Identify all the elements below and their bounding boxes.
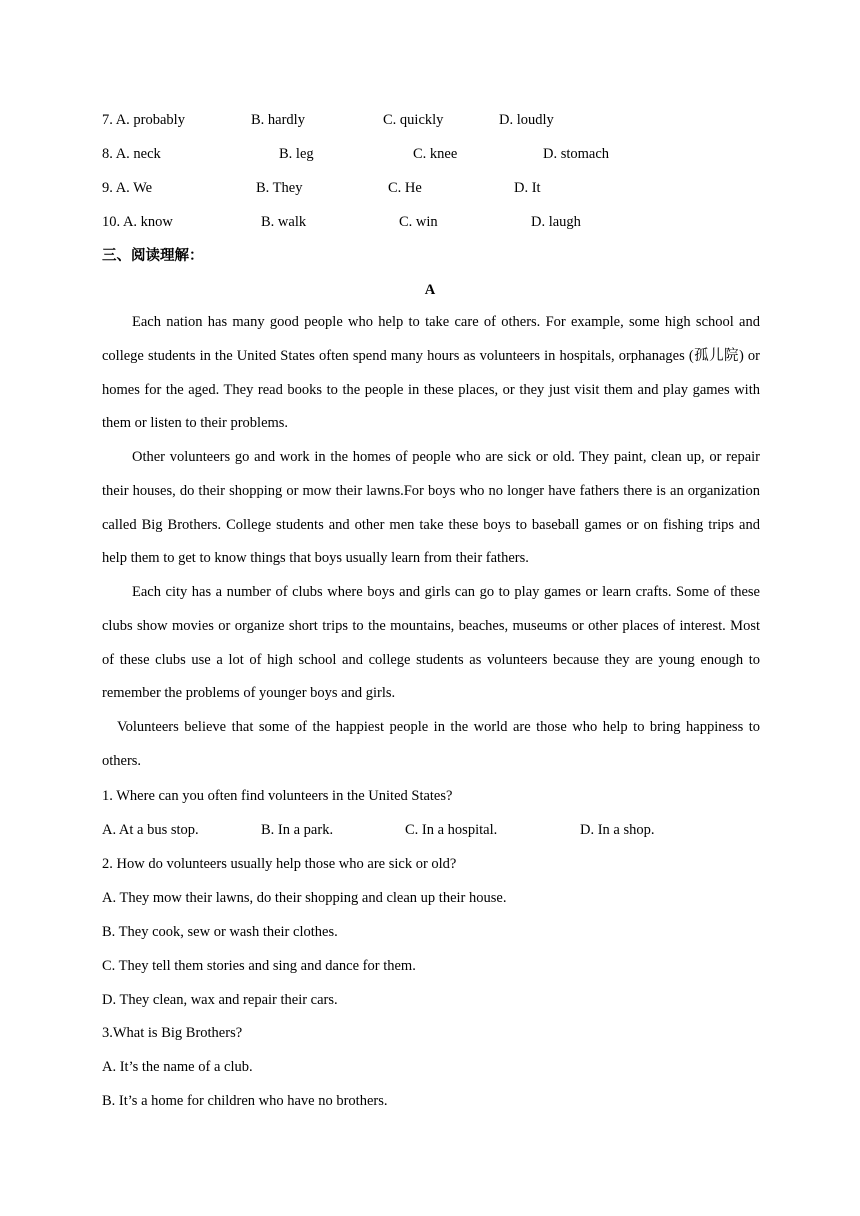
option-d: D. It <box>514 180 541 196</box>
option-c: C. win <box>399 214 438 230</box>
option-d: D. In a shop. <box>580 822 655 838</box>
cloze-option-row-10 <box>0 212 860 232</box>
question-2-option-c: C. They tell them stories and sing and dance for them. <box>102 958 416 974</box>
option-d: D. loudly <box>499 112 554 128</box>
question-2-option-b: B. They cook, sew or wash their clothes. <box>102 924 338 940</box>
option-d: D. stomach <box>543 146 610 162</box>
option-b: B. They <box>256 180 303 196</box>
question-3-option-a: A. It’s the name of a club. <box>102 1059 253 1075</box>
option-c: C. quickly <box>383 112 444 128</box>
paragraph-4: Volunteers believe that some of the happiest people in the world are those who help to bring happiness to others. <box>102 719 760 769</box>
option-d: D. laugh <box>531 214 581 230</box>
option-b: B. leg <box>279 146 314 162</box>
cloze-option-row-7 <box>0 110 860 130</box>
question-2-option-a: A. They mow their lawns, do their shopping and clean up their house. <box>102 890 507 906</box>
option-b: B. hardly <box>251 112 305 128</box>
section-heading: 三、阅读理解： <box>102 248 204 264</box>
question-3-option-b: B. It’s a home for children who have no brothers. <box>102 1093 388 1109</box>
question-3-stem: 3.What is Big Brothers? <box>102 1025 243 1041</box>
option-a: A. At a bus stop. <box>102 822 199 838</box>
question-2-option-d: D. They clean, wax and repair their cars. <box>102 992 338 1008</box>
option-c: C. knee <box>413 146 458 162</box>
paragraph-2: Other volunteers go and work in the homes of people who are sick or old. They paint, clean up, or repair their houses, do their shopping or mow their lawns.For boys who no longer have fathers there is an organization called Big Brothers. College students and other men take these boys to baseball games or on fishing trips and help them to get to know things that boys usually learn from their fathers. <box>102 449 760 567</box>
cloze-option-row-8 <box>0 144 860 164</box>
option-a: 8. A. neck <box>102 146 161 162</box>
option-a: 10. A. know <box>102 214 173 230</box>
passage-label: A <box>424 282 436 298</box>
question-1-options <box>0 820 860 840</box>
option-a: 7. A. probably <box>102 112 185 128</box>
option-a: 9. A. We <box>102 180 153 196</box>
option-b: B. In a park. <box>261 822 334 838</box>
question-1-stem: 1. Where can you often find volunteers in the United States? <box>102 788 453 804</box>
option-c: C. He <box>388 180 422 196</box>
option-b: B. walk <box>261 214 307 230</box>
question-2-stem: 2. How do volunteers usually help those who are sick or old? <box>102 856 457 872</box>
cloze-option-row-9 <box>0 178 860 198</box>
option-c: C. In a hospital. <box>405 822 498 838</box>
paragraph-1: Each nation has many good people who help to take care of others. For example, some high school and college students in the United States often spend many hours as volunteers in hospitals, orphanages (孤儿院) or homes for the aged. They read books to the people in these places, or they just visit them and play games with them or listen to their problems. <box>102 314 760 432</box>
paragraph-3: Each city has a number of clubs where boys and girls can go to play games or learn crafts. Some of these clubs show movies or organize short trips to the mountains, beaches, museums or other places of interest. Most of these clubs use a lot of high school and college students as volunteers because they are young enough to remember the problems of younger boys and girls. <box>102 584 760 702</box>
